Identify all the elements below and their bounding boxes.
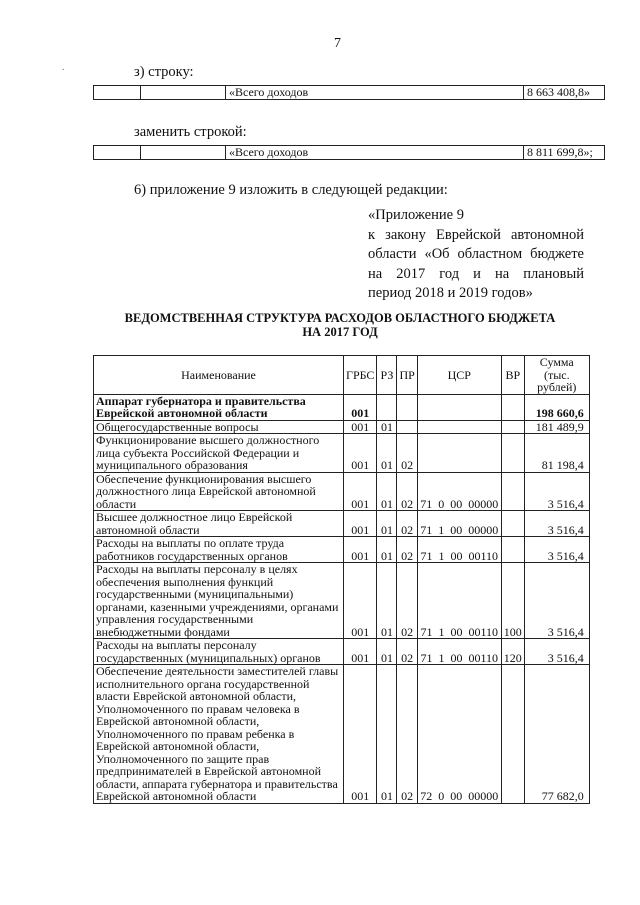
cell-pr: 02: [397, 472, 417, 511]
replace-with-text: заменить строкой:: [134, 124, 247, 140]
cell-sum: 3 516,4: [524, 639, 589, 665]
cell-vr: [501, 472, 524, 511]
cell-name: Обеспечение деятельности заместителей главы исполнительного органа государственной власти Еврейской автономной области, Уполномоченного по правам человека в Еврейской автономной области, Уполномоченного по правам ребенка в Еврейской автономной области, Уполномоченного по защите прав предпринимателей в Еврейской автономной области, аппарата губернатора и правительства Еврейской автономной области: [94, 665, 344, 804]
appendix-line: области «Об областном бюджете: [368, 246, 584, 262]
new-total-row-table: [93, 145, 605, 160]
cell-sum: 198 660,6: [524, 394, 589, 420]
table-row: [94, 563, 590, 639]
appendix-line: к закону Еврейской автономной: [368, 226, 584, 243]
appendix-line: «Приложение 9: [368, 207, 464, 223]
new-total-value: 8 811 699,8»;: [524, 146, 605, 160]
appendix-line: период 2018 и 2019 годов»: [368, 285, 533, 301]
old-total-row-table: [93, 85, 605, 100]
cell-vr: [501, 511, 524, 537]
table-row: [94, 420, 590, 434]
cell-name: Высшее должностное лицо Еврейской автономной области: [94, 511, 344, 537]
header-csr: ЦСР: [417, 356, 501, 395]
cell-pr: 02: [397, 537, 417, 563]
cell-pr: 02: [397, 563, 417, 639]
cell-name: Аппарат губернатора и правительства Еврейской автономной области: [94, 394, 344, 420]
cell-sum: 3 516,4: [524, 563, 589, 639]
cell-name: Расходы на выплаты персоналу государственных (муниципальных) органов: [94, 639, 344, 665]
cell-rz: 01: [377, 563, 397, 639]
cell-grbs: 001: [344, 420, 377, 434]
table-row: [94, 639, 590, 665]
cell-csr: [417, 420, 501, 434]
title-line-1: ВЕДОМСТВЕННАЯ СТРУКТУРА РАСХОДОВ ОБЛАСТНОГО БЮДЖЕТА: [124, 311, 556, 325]
cell-grbs: 001: [344, 639, 377, 665]
cell-sum: 3 516,4: [524, 511, 589, 537]
cell-vr: [501, 665, 524, 804]
cell-grbs: 001: [344, 563, 377, 639]
cell-name: Обеспечение функционирования высшего должностного лица Еврейской автономной области: [94, 472, 344, 511]
appendix-heading: [368, 206, 584, 304]
table-row: [94, 665, 590, 804]
cell-csr: 71 1 00 00000: [417, 511, 501, 537]
page-number: 7: [334, 36, 341, 51]
cell-pr: 02: [397, 639, 417, 665]
cell-pr: 02: [397, 434, 417, 473]
cell-vr: [501, 434, 524, 473]
header-pr: ПР: [397, 356, 417, 395]
cell-vr: [501, 420, 524, 434]
old-total-value: 8 663 408,8»: [524, 86, 605, 100]
cell-grbs: 001: [344, 511, 377, 537]
cell-pr: [397, 420, 417, 434]
cell-sum: 81 198,4: [524, 434, 589, 473]
cell-name: Расходы на выплаты по оплате труда работников государственных органов: [94, 537, 344, 563]
cell-grbs: 001: [344, 665, 377, 804]
header-sum: Сумма (тыс. рублей): [524, 356, 589, 395]
expenditure-table: [93, 355, 590, 804]
cell-rz: 01: [377, 511, 397, 537]
cell-csr: [417, 434, 501, 473]
cell-grbs: 001: [344, 537, 377, 563]
document-title: [60, 311, 620, 339]
cell-csr: [417, 394, 501, 420]
cell-sum: 3 516,4: [524, 537, 589, 563]
new-total-label: «Всего доходов: [226, 146, 524, 160]
cell-name: Расходы на выплаты персоналу в целях обеспечения выполнения функций государственными (муниципальными) органами, казенными учреждениями, органами управления государственными внебюджетными фондами: [94, 563, 344, 639]
cell-sum: 77 682,0: [524, 665, 589, 804]
table-row: [94, 394, 590, 420]
cell-csr: 71 0 00 00000: [417, 472, 501, 511]
header-name: Наименование: [94, 356, 344, 395]
cell-rz: 01: [377, 665, 397, 804]
cell-name: Общегосударственные вопросы: [94, 420, 344, 434]
margin-mark: .: [62, 62, 65, 73]
cell-vr: [501, 537, 524, 563]
cell-grbs: 001: [344, 434, 377, 473]
cell-rz: 01: [377, 639, 397, 665]
cell-grbs: 001: [344, 472, 377, 511]
cell-vr: [501, 394, 524, 420]
header-vr: ВР: [501, 356, 524, 395]
title-line-2: НА 2017 ГОД: [302, 325, 378, 339]
cell-pr: 02: [397, 511, 417, 537]
cell-rz: 01: [377, 420, 397, 434]
cell-csr: 71 1 00 00110: [417, 639, 501, 665]
header-rz: РЗ: [377, 356, 397, 395]
old-total-label: «Всего доходов: [226, 86, 524, 100]
item-z-text: з) строку:: [134, 64, 194, 80]
appendix-line: на 2017 год и на плановый: [368, 265, 584, 282]
cell-rz: 01: [377, 537, 397, 563]
cell-csr: 71 1 00 00110: [417, 537, 501, 563]
item-6-text: 6) приложение 9 изложить в следующей редакции:: [134, 182, 448, 198]
cell-pr: 02: [397, 665, 417, 804]
cell-vr: 120: [501, 639, 524, 665]
table-row: [94, 472, 590, 511]
cell-sum: 3 516,4: [524, 472, 589, 511]
table-row: [94, 511, 590, 537]
cell-csr: 71 1 00 00110: [417, 563, 501, 639]
table-row: [94, 537, 590, 563]
cell-rz: [377, 394, 397, 420]
cell-csr: 72 0 00 00000: [417, 665, 501, 804]
cell-pr: [397, 394, 417, 420]
cell-grbs: 001: [344, 394, 377, 420]
cell-sum: 181 489,9: [524, 420, 589, 434]
table-header-row: [94, 356, 590, 395]
header-grbs: ГРБС: [344, 356, 377, 395]
cell-rz: 01: [377, 472, 397, 511]
table-row: [94, 434, 590, 473]
cell-vr: 100: [501, 563, 524, 639]
cell-rz: 01: [377, 434, 397, 473]
cell-name: Функционирование высшего должностного лица субъекта Российской Федерации и муниципального образования: [94, 434, 344, 473]
